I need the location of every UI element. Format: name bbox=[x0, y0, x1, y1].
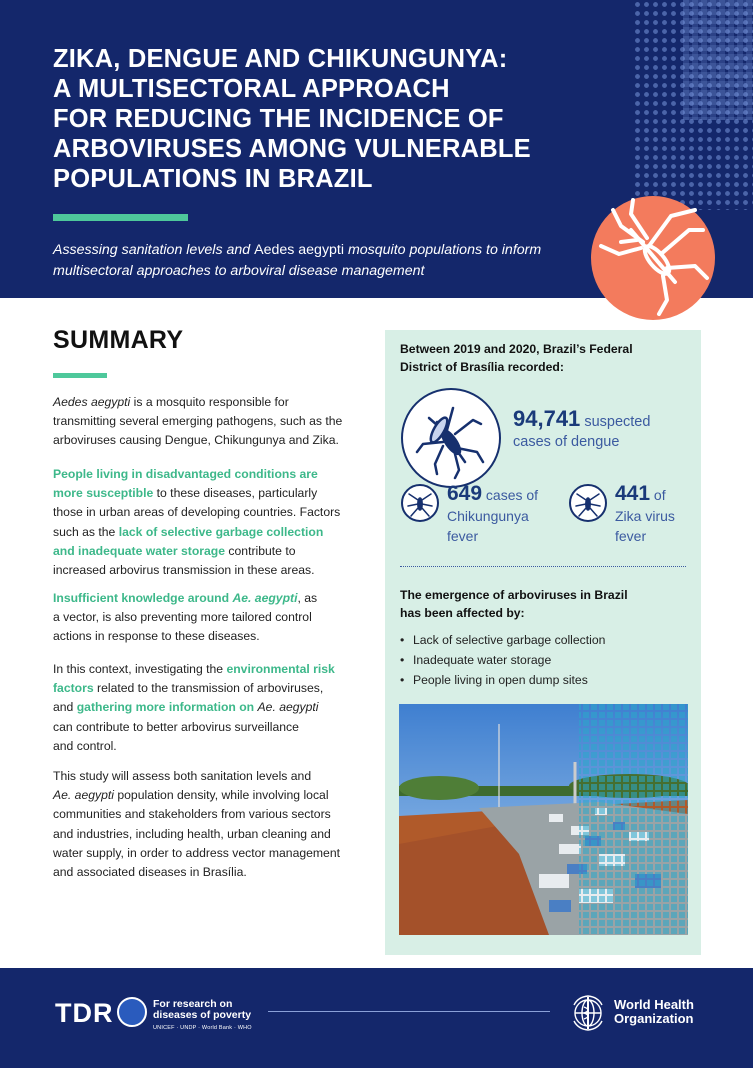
highlight-text: factors bbox=[53, 681, 94, 696]
text: and bbox=[53, 700, 77, 715]
species-name: Ae. aegypti bbox=[53, 788, 114, 803]
text: a vector, is also preventing more tailored control bbox=[53, 610, 312, 625]
panel-divider bbox=[400, 566, 686, 567]
text: contribute to bbox=[225, 543, 296, 558]
highlight-text: and inadequate water storage bbox=[53, 543, 226, 558]
text: such as the bbox=[53, 524, 119, 539]
subtitle-text: mosquito populations to inform bbox=[344, 242, 542, 258]
page-title bbox=[53, 44, 613, 194]
stat-value: 441 bbox=[615, 482, 651, 505]
text: actions in response to these diseases. bbox=[53, 629, 260, 644]
open-dump-site-photo bbox=[399, 704, 688, 935]
factors-list bbox=[400, 630, 686, 690]
text: and industries, including health, urban cleaning and bbox=[53, 826, 331, 841]
title-line: POPULATIONS IN BRAZIL bbox=[53, 165, 373, 193]
mosquito-icon bbox=[569, 484, 607, 522]
text: This study will assess both sanitation levels and bbox=[53, 769, 312, 783]
subtitle-line: multisectoral approaches to arboviral disease management bbox=[53, 263, 425, 279]
list-item bbox=[400, 630, 686, 650]
text: In this context, investigating the bbox=[53, 662, 227, 676]
summary-paragraph-1 bbox=[53, 393, 363, 451]
text: Organization bbox=[614, 1011, 694, 1026]
bullet-icon: • bbox=[400, 653, 405, 667]
text: has been affected by: bbox=[400, 606, 525, 620]
text: Between 2019 and 2020, Brazil’s Federal bbox=[400, 342, 633, 356]
stat-label: Chikungunya bbox=[447, 508, 529, 524]
summary-paragraph-2 bbox=[53, 465, 363, 580]
text: increased arbovirus transmission in these areas. bbox=[53, 563, 315, 578]
highlight-text: lack of selective garbage collection bbox=[118, 524, 324, 539]
stats-panel bbox=[385, 330, 701, 955]
who-emblem-icon bbox=[568, 993, 608, 1033]
factors-heading bbox=[400, 586, 686, 622]
text: water supply, in order to address vector management bbox=[53, 845, 341, 860]
subtitle-line bbox=[53, 240, 593, 261]
who-logo-text bbox=[614, 998, 694, 1026]
square-pattern bbox=[683, 0, 753, 120]
summary-paragraph-4 bbox=[53, 660, 363, 756]
subtitle-species: Aedes aegypti bbox=[254, 242, 345, 258]
panel-intro bbox=[400, 340, 690, 376]
title-line: A MULTISECTORAL APPROACH bbox=[53, 75, 450, 103]
title-line: FOR REDUCING THE INCIDENCE OF bbox=[53, 105, 504, 133]
list-item-text: People living in open dump sites bbox=[413, 673, 588, 687]
text: and control. bbox=[53, 738, 117, 753]
stat-label: Zika virus bbox=[615, 508, 675, 524]
highlight-text: Insufficient knowledge around bbox=[53, 591, 233, 605]
text: For research on bbox=[153, 998, 233, 1010]
text: to these diseases, particularly bbox=[153, 486, 318, 501]
stat-dengue bbox=[513, 406, 693, 452]
tdr-logo: TDR bbox=[55, 998, 114, 1028]
text: population density, while involving local bbox=[113, 788, 329, 803]
bullet-icon: • bbox=[400, 673, 405, 687]
text: transmitting several emerging pathogens, such as the bbox=[53, 414, 343, 429]
text: those in urban areas of developing countries. Factors bbox=[53, 505, 341, 520]
footer-banner bbox=[0, 968, 753, 1068]
stat-value: 94,741 bbox=[513, 406, 581, 431]
globe-icon bbox=[117, 997, 147, 1027]
list-item-text: Lack of selective garbage collection bbox=[413, 633, 606, 647]
species-name: Ae. aegypti bbox=[257, 700, 319, 715]
list-item bbox=[400, 650, 686, 670]
species-name: Ae. aegypti bbox=[232, 591, 298, 605]
text: UNICEF · UNDP · World Bank · WHO bbox=[153, 1025, 252, 1031]
summary-accent-bar bbox=[53, 373, 107, 378]
highlight-text: gathering more information on bbox=[76, 700, 258, 715]
summary-heading: SUMMARY bbox=[53, 326, 184, 354]
summary-paragraph-5 bbox=[53, 767, 363, 882]
title-line: ARBOVIRUSES AMONG VULNERABLE bbox=[53, 135, 531, 163]
text: The emergence of arboviruses in Brazil bbox=[400, 588, 628, 602]
summary-paragraph-3 bbox=[53, 589, 363, 647]
text: communities and stakeholders from various sectors bbox=[53, 807, 331, 822]
tdr-tagline bbox=[153, 999, 252, 1034]
stat-label: fever bbox=[447, 528, 479, 544]
text: arboviruses causing Dengue, Chikungunya and Zika. bbox=[53, 433, 339, 448]
highlight-text: environmental risk bbox=[226, 662, 335, 676]
mosquito-icon bbox=[401, 388, 501, 488]
text: related to the transmission of arboviruses, bbox=[93, 681, 324, 696]
text: diseases of poverty bbox=[153, 1009, 252, 1021]
page-subtitle bbox=[53, 240, 593, 282]
bullet-icon: • bbox=[400, 633, 405, 647]
title-accent-bar bbox=[53, 214, 188, 221]
list-item bbox=[400, 670, 686, 690]
species-name: Aedes aegypti bbox=[53, 395, 131, 409]
stat-label: cases of dengue bbox=[513, 434, 620, 450]
highlight-text: more susceptible bbox=[53, 486, 154, 501]
text: can contribute to better arbovirus surveillance bbox=[53, 719, 299, 734]
stat-label: suspected bbox=[580, 414, 651, 430]
text: is a mosquito responsible for bbox=[130, 395, 289, 409]
footer-divider bbox=[268, 1011, 550, 1012]
title-line: ZIKA, DENGUE AND CHIKUNGUNYA: bbox=[53, 45, 508, 73]
text: World Health bbox=[614, 997, 694, 1012]
highlight-text: People living in disadvantaged conditions are bbox=[53, 467, 318, 481]
list-item-text: Inadequate water storage bbox=[413, 653, 552, 667]
mosquito-icon bbox=[401, 484, 439, 522]
stat-label: cases of bbox=[482, 487, 539, 503]
stat-zika bbox=[615, 482, 695, 546]
text: , as bbox=[297, 591, 318, 605]
stat-label: fever bbox=[615, 528, 647, 544]
stat-label: of bbox=[650, 487, 666, 503]
text: District of Brasília recorded: bbox=[400, 360, 564, 374]
text: and associated diseases in Brasília. bbox=[53, 865, 247, 880]
mosquito-icon bbox=[591, 196, 715, 320]
stat-chikungunya bbox=[447, 482, 557, 546]
subtitle-text: Assessing sanitation levels and bbox=[53, 242, 255, 258]
stat-value: 649 bbox=[447, 482, 483, 505]
